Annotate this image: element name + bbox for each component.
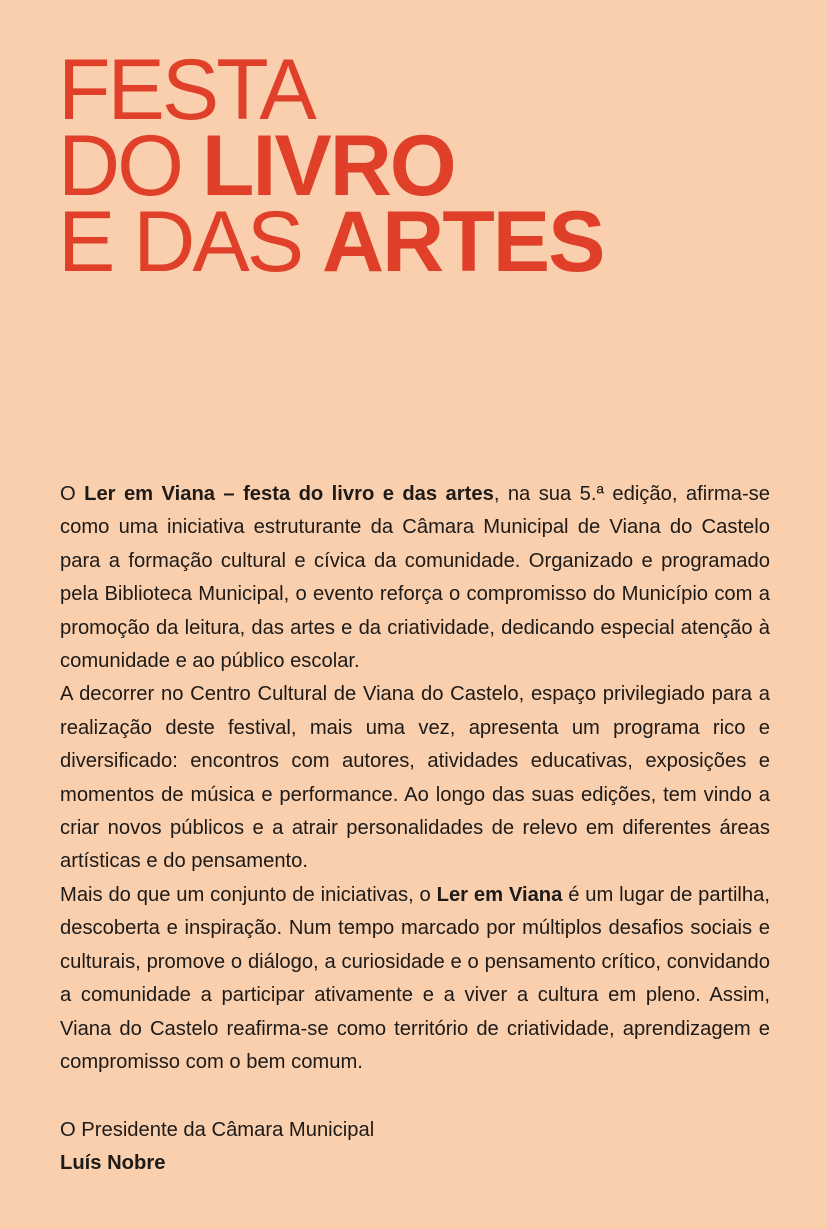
- signature-role: O Presidente da Câmara Municipal: [60, 1119, 375, 1141]
- intro-paragraph-2: A decorrer no Centro Cultural de Viana do Castelo, espaço privilegiado para a realização deste festival, mais uma vez, apresenta um programa rico e diversificado: encontros com autores, atividades educativas, exposições e momentos de música e performance. Ao longo das suas edições, tem vindo a criar novos públicos e a atrair personalidades de relevo em diferentes áreas artísticas e do pensamento.: [60, 683, 770, 873]
- intro-paragraph-3: [60, 879, 770, 1079]
- festival-name: Ler em Viana – festa do livro e das artes: [84, 483, 494, 505]
- title-word-artes: ARTES: [321, 194, 604, 290]
- signature-name: Luís Nobre: [60, 1152, 166, 1175]
- intro-p1-start: O: [60, 483, 85, 505]
- page-title: [58, 42, 604, 290]
- title-line-1: [58, 42, 603, 138]
- title-line-2: [58, 118, 603, 214]
- intro-text: [60, 478, 770, 1079]
- signature-block: [60, 1114, 374, 1181]
- intro-p3-rest: é um lugar de partilha, descoberta e inspiração. Num tempo marcado por múltiplos desafios sociais e culturais, promove o diálogo, a curiosidade e o pensamento crítico, convidando a comunidade a participar ativamente e a viver a cultura em pleno. Assim, Viana do Castelo reafirma-se como território de criatividade, aprendizagem e compromisso com o bem comum.: [60, 883, 770, 1073]
- title-word-livro: LIVRO: [201, 118, 455, 214]
- intro-paragraph-1: [60, 478, 770, 678]
- title-word-do: DO: [58, 118, 202, 214]
- intro-p1-rest: , na sua 5.ª edição, afirma-se como uma iniciativa estruturante da Câmara Municipal de Viana do Castelo para a formação cultural e cívica da comunidade. Organizado e programado pela Biblioteca Municipal, o evento reforça o compromisso do Município com a promoção da leitura, das artes e da criatividade, dedicando especial atenção à comunidade e ao público escolar.: [60, 483, 770, 673]
- title-word-festa: FESTA: [58, 42, 314, 138]
- festival-short-name: Ler em Viana: [436, 883, 563, 906]
- title-word-e-das: E DAS: [58, 194, 322, 290]
- title-line-3: [58, 194, 604, 290]
- intro-p3-start: Mais do que um conjunto de iniciativas, o: [60, 883, 437, 906]
